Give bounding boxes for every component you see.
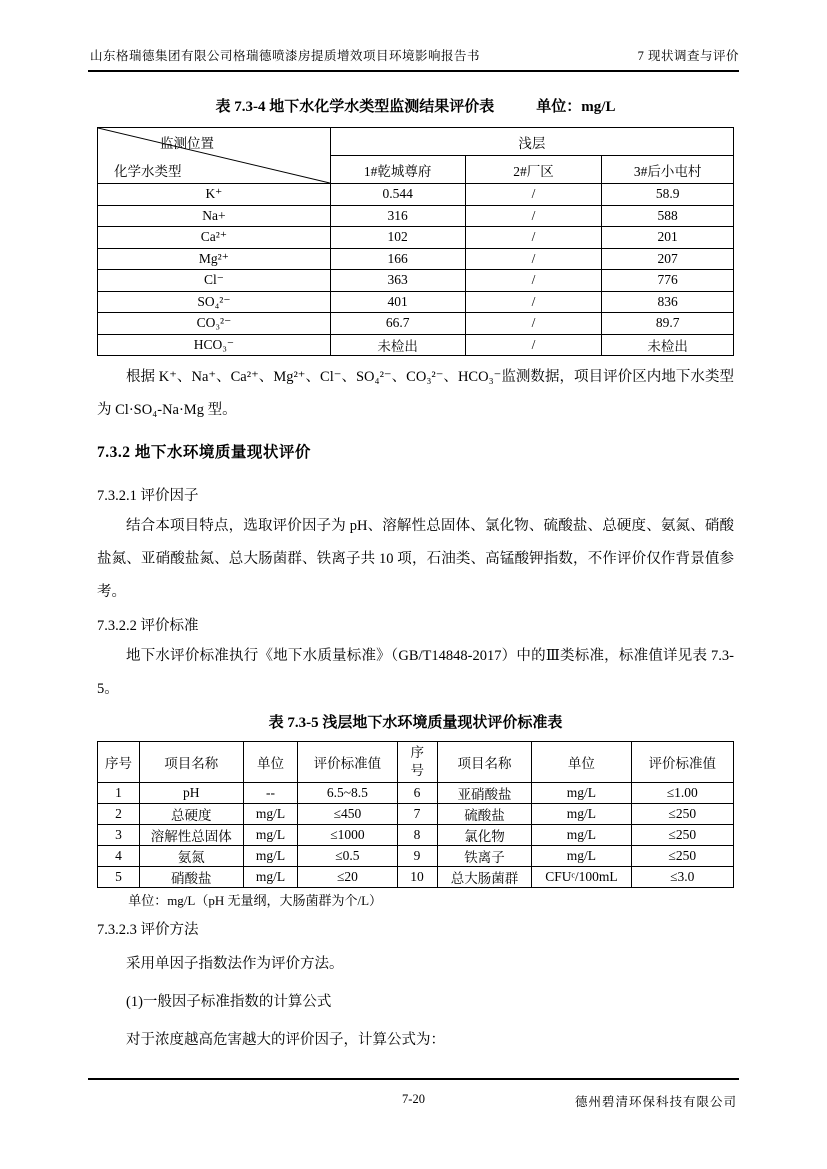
header-left-text: 山东格瑞德集团有限公司格瑞德喷漆房提质增效项目环境影响报告书	[90, 49, 481, 63]
unit-cell: mg/L	[532, 825, 631, 846]
table-row	[98, 184, 734, 206]
index-cell: 8	[397, 825, 437, 846]
value-cell: 66.7	[330, 313, 465, 335]
table-7-3-4	[97, 127, 734, 356]
table-header-row	[98, 128, 734, 156]
unit-cell: CFUᶜ/100mL	[532, 867, 631, 888]
standard-value-cell: ≤250	[631, 825, 733, 846]
header-divider	[88, 70, 739, 72]
unit-cell: mg/L	[532, 846, 631, 867]
table-row	[98, 334, 734, 356]
unit-cell: mg/L	[532, 783, 631, 804]
unit-cell: mg/L	[243, 867, 298, 888]
ion-label-cell: SO₄²⁻	[98, 291, 331, 313]
index-cell: 10	[397, 867, 437, 888]
value-cell: 58.9	[602, 184, 734, 206]
value-cell: /	[465, 227, 602, 249]
column-header: 序号	[397, 742, 437, 783]
table-row	[98, 291, 734, 313]
index-cell: 1	[98, 783, 140, 804]
item-name-cell: 亚硝酸盐	[437, 783, 532, 804]
index-cell: 4	[98, 846, 140, 867]
column-header: 单位	[243, 742, 298, 783]
value-cell: 102	[330, 227, 465, 249]
value-cell: /	[465, 334, 602, 356]
page-header	[90, 46, 739, 64]
evaluation-factors-paragraph: 结合本项目特点，选取评价因子为 pH、溶解性总固体、氯化物、硫酸盐、总硬度、氨氮、硝酸盐氮、亚硝酸盐氮、总大肠菌群、铁离子共 10 项，石油类、高锰酸钾指数，不作评价仅作背景值参考。	[97, 518, 734, 600]
column-header: 评价标准值	[298, 742, 397, 783]
item-name-cell: 铁离子	[437, 846, 532, 867]
method-paragraph: 采用单因子指数法作为评价方法。	[126, 956, 344, 972]
table-row	[98, 825, 734, 846]
standard-value-cell: ≤450	[298, 804, 397, 825]
table-734-title-row	[97, 96, 734, 118]
value-cell: 776	[602, 270, 734, 292]
standard-value-cell: ≤250	[631, 846, 733, 867]
page-number: 7-20	[402, 1092, 425, 1106]
ion-label-cell: Na+	[98, 205, 331, 227]
ion-label-cell: K⁺	[98, 184, 331, 206]
item-name-cell: 氨氮	[139, 846, 243, 867]
column-header: 项目名称	[139, 742, 243, 783]
table-row	[98, 783, 734, 804]
column-header: 单位	[532, 742, 631, 783]
footer-divider	[88, 1078, 739, 1080]
evaluation-standard-paragraph: 地下水评价标准执行《地下水质量标准》（GB/T14848-2017）中的Ⅲ类标准，标准值详见表 7.3-5。	[97, 648, 734, 697]
standard-value-cell: ≤250	[631, 804, 733, 825]
standard-value-cell: ≤1000	[298, 825, 397, 846]
standard-value-cell: 6.5~8.5	[298, 783, 397, 804]
table-row	[98, 804, 734, 825]
table-row	[98, 846, 734, 867]
index-cell: 6	[397, 783, 437, 804]
standard-value-cell: ≤20	[298, 867, 397, 888]
item-name-cell: 总硬度	[139, 804, 243, 825]
ion-label-cell: HCO₃⁻	[98, 334, 331, 356]
standard-value-cell: ≤1.00	[631, 783, 733, 804]
table-row	[98, 867, 734, 888]
value-cell: /	[465, 248, 602, 270]
column-header: 项目名称	[437, 742, 532, 783]
item-name-cell: 硫酸盐	[437, 804, 532, 825]
table-734-unit-label: 单位：mg/L	[536, 99, 616, 115]
value-cell: 207	[602, 248, 734, 270]
value-cell: 401	[330, 291, 465, 313]
item-name-cell: 溶解性总固体	[139, 825, 243, 846]
value-cell: /	[465, 313, 602, 335]
index-cell: 5	[98, 867, 140, 888]
index-cell: 9	[397, 846, 437, 867]
table-735-note: 单位：mg/L（pH 无量纲，大肠菌群为个/L）	[128, 893, 383, 908]
table-7-3-5	[97, 741, 734, 888]
table-row	[98, 270, 734, 292]
ion-label-cell: Mg²⁺	[98, 248, 331, 270]
page-content	[97, 88, 734, 1050]
ion-label-cell: Ca²⁺	[98, 227, 331, 249]
unit-cell: mg/L	[243, 825, 298, 846]
site-column-header: 1#乾城尊府	[330, 156, 465, 184]
standard-value-cell: ≤3.0	[631, 867, 733, 888]
value-cell: /	[465, 270, 602, 292]
table-row	[98, 248, 734, 270]
column-header: 序号	[98, 742, 140, 783]
layer-group-header: 浅层	[330, 128, 733, 156]
table-735-title-row	[97, 712, 734, 734]
unit-cell: --	[243, 783, 298, 804]
index-cell: 2	[98, 804, 140, 825]
ion-label-cell: Cl⁻	[98, 270, 331, 292]
site-column-header: 3#后小屯村	[602, 156, 734, 184]
table-header-row	[98, 742, 734, 783]
value-cell: 未检出	[602, 334, 734, 356]
section-heading-732: 7.3.2 地下水环境质量现状评价	[97, 444, 311, 461]
diagonal-corner-cell	[98, 128, 331, 184]
item-name-cell: 总大肠菌群	[437, 867, 532, 888]
table-row	[98, 227, 734, 249]
value-cell: 0.544	[330, 184, 465, 206]
column-header: 评价标准值	[631, 742, 733, 783]
section-heading-7321: 7.3.2.1 评价因子	[97, 488, 199, 504]
item-name-cell: 硝酸盐	[139, 867, 243, 888]
corner-label-bottom: 化学水类型	[114, 164, 182, 179]
index-cell: 3	[98, 825, 140, 846]
value-cell: 363	[330, 270, 465, 292]
item-name-cell: pH	[139, 783, 243, 804]
value-cell: 316	[330, 205, 465, 227]
table-734-title: 表 7.3-4 地下水化学水类型监测结果评价表	[215, 99, 495, 115]
corner-label-top: 监测位置	[160, 136, 214, 151]
value-cell: 201	[602, 227, 734, 249]
standard-value-cell: ≤0.5	[298, 846, 397, 867]
formula-condition-paragraph: 对于浓度越高危害越大的评价因子，计算公式为：	[126, 1032, 445, 1048]
header-right-text: 7 现状调查与评价	[637, 49, 739, 63]
value-cell: 836	[602, 291, 734, 313]
section-heading-7322: 7.3.2.2 评价标准	[97, 618, 199, 634]
unit-cell: mg/L	[532, 804, 631, 825]
unit-cell: mg/L	[243, 846, 298, 867]
ion-label-cell: CO₃²⁻	[98, 313, 331, 335]
value-cell: 588	[602, 205, 734, 227]
value-cell: 未检出	[330, 334, 465, 356]
water-type-paragraph: 根据 K⁺、Na⁺、Ca²⁺、Mg²⁺、Cl⁻、SO₄²⁻、CO₃²⁻、HCO₃⁻监测数据，项目评价区内地下水类型为 Cl·SO₄-Na·Mg 型。	[97, 369, 734, 418]
item-name-cell: 氯化物	[437, 825, 532, 846]
value-cell: /	[465, 184, 602, 206]
footer-company-name: 德州碧清环保科技有限公司	[574, 1095, 737, 1109]
index-cell: 7	[397, 804, 437, 825]
table-735-title: 表 7.3-5 浅层地下水环境质量现状评价标准表	[268, 715, 563, 731]
section-heading-7323: 7.3.2.3 评价方法	[97, 922, 199, 938]
table-row	[98, 205, 734, 227]
value-cell: /	[465, 205, 602, 227]
value-cell: 166	[330, 248, 465, 270]
formula-intro-paragraph: (1)一般因子标准指数的计算公式	[126, 994, 332, 1010]
unit-cell: mg/L	[243, 804, 298, 825]
site-column-header: 2#厂区	[465, 156, 602, 184]
table-row	[98, 313, 734, 335]
value-cell: /	[465, 291, 602, 313]
value-cell: 89.7	[602, 313, 734, 335]
